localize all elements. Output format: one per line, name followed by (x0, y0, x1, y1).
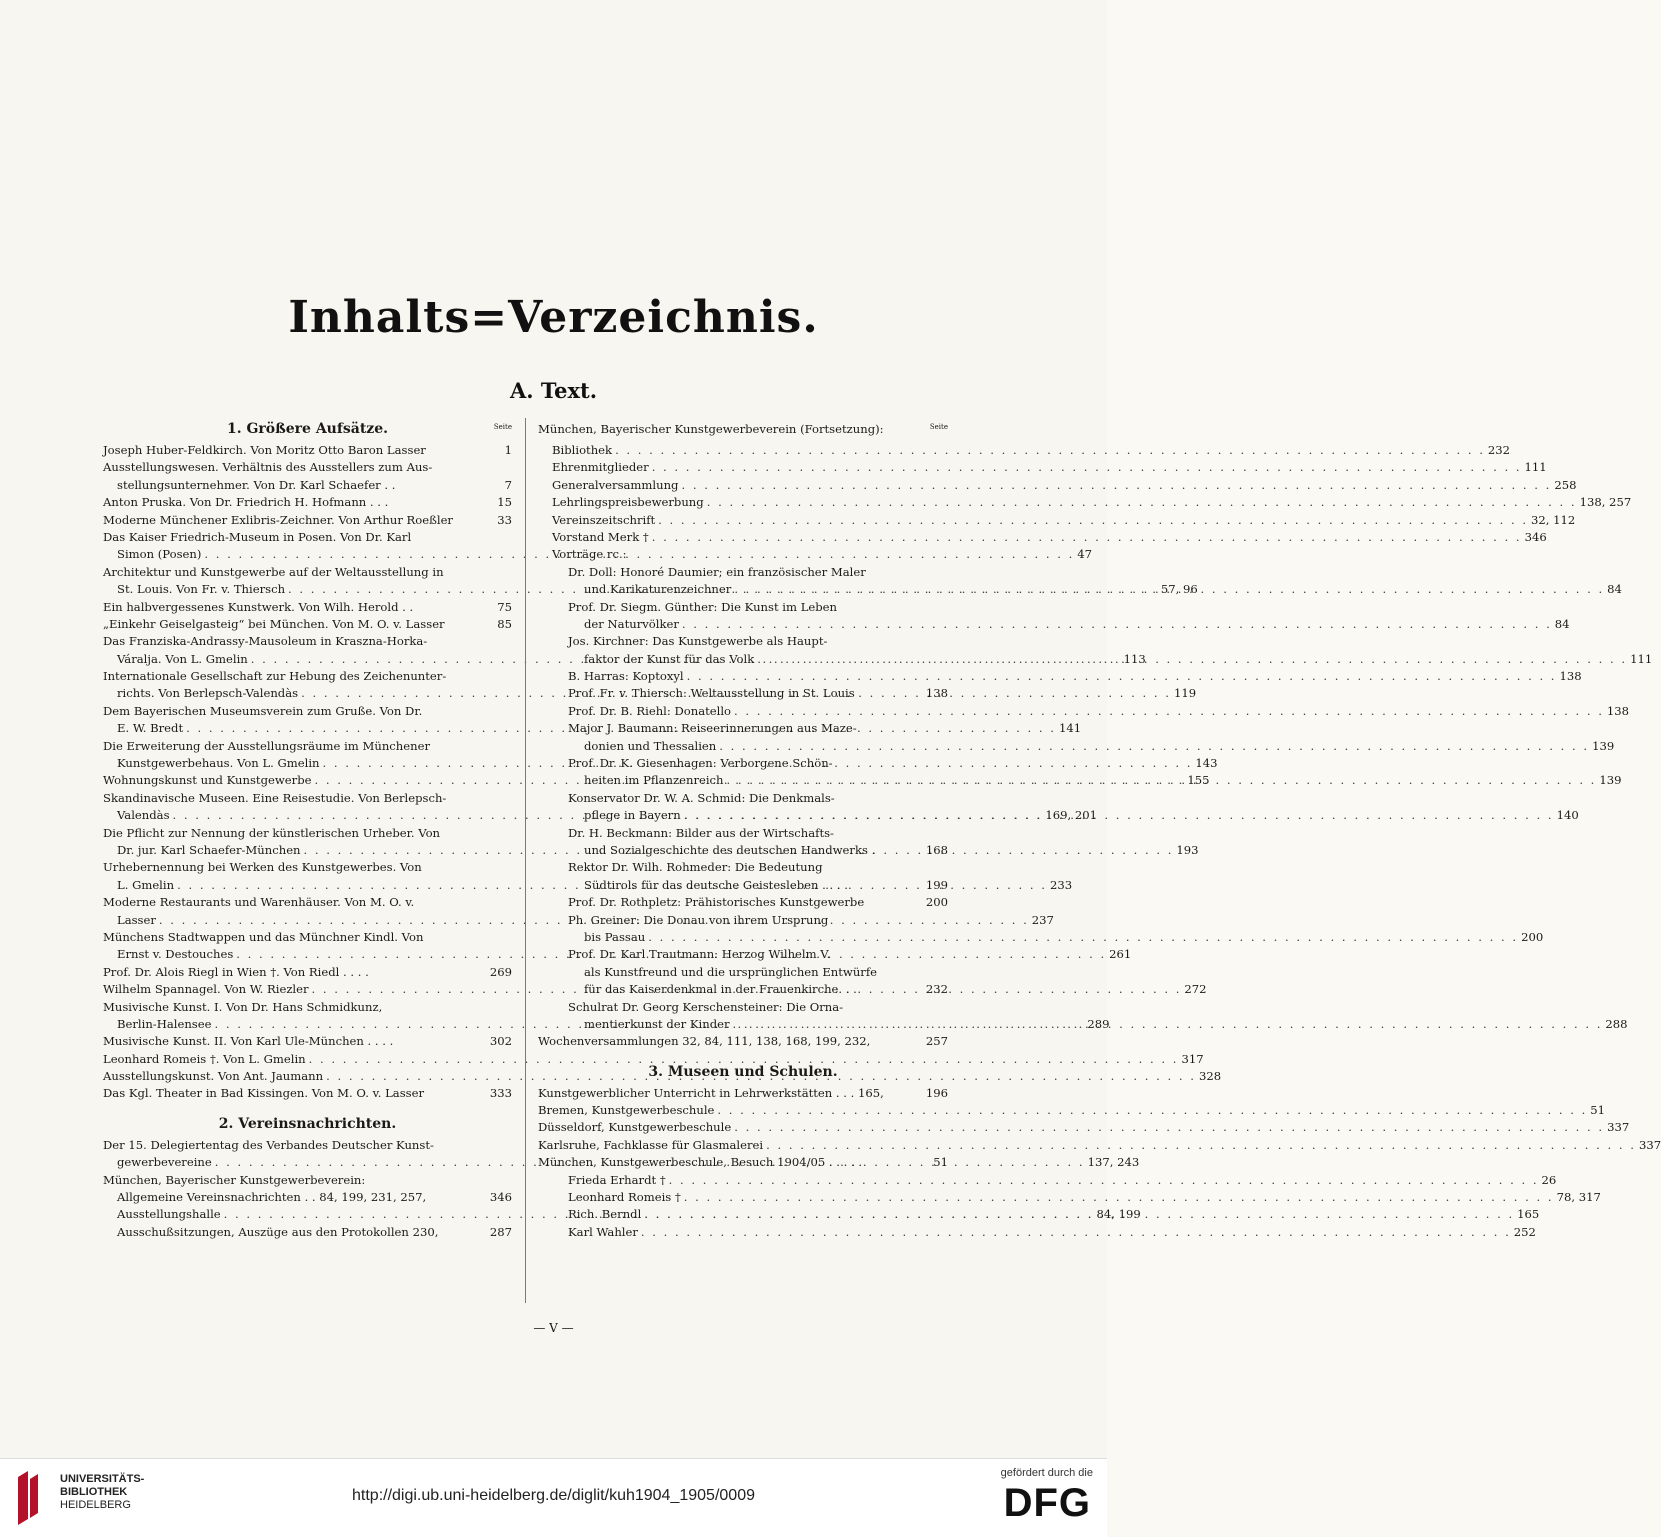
toc-entry-title: Major J. Baumann: Reiseerinnerungen aus Maze- (568, 721, 857, 736)
toc-entry-page: 51 (1590, 1103, 1606, 1118)
toc-entry (103, 564, 512, 581)
toc-entry-title: Das Franziska-Andrassy-Mausoleum in Kraszna-Horka- (103, 634, 428, 649)
toc-entry (103, 1051, 1204, 1068)
toc-entry-title: Vereinszeitschrift (552, 512, 656, 527)
toc-entry-title: mentierkunst der Kinder (584, 1016, 730, 1031)
toc-entry (538, 1137, 1661, 1154)
toc-entry (538, 685, 948, 702)
toc-entry-page: 33 (497, 512, 512, 527)
column-divider (525, 418, 526, 1303)
toc-entry-page: 113 (1123, 651, 1146, 666)
toc-entry-title: Ph. Greiner: Die Donau von ihrem Ursprung (568, 912, 829, 927)
toc-entry-page: 232 (925, 982, 948, 997)
toc-entry-title: Wilhelm Spannagel. Von W. Riezler (103, 982, 309, 997)
toc-entry (538, 633, 948, 650)
toc-entry-title: München, Kunstgewerbeschule, Besuch 1904/05 . . . . . (538, 1155, 863, 1170)
toc-entry-page: 140 (1556, 808, 1579, 823)
toc-entry-title: stellungsunternehmer. Von Dr. Karl Schaefer . . (117, 477, 396, 492)
toc-entry-page: 15 (497, 495, 512, 510)
toc-entry-title: Wohnungskunst und Kunstgewerbe (103, 773, 312, 788)
dot-leader (714, 1102, 1587, 1119)
dot-leader (716, 738, 1589, 755)
toc-entry-title: Der 15. Delegiertentag des Verbandes Deutscher Kunst- (103, 1137, 434, 1152)
toc-entry-title: Ehrenmitglieder (552, 460, 649, 475)
toc-entry-title: und Sozialgeschichte des deutschen Handwerks . (584, 842, 876, 857)
toc-entry (538, 720, 948, 737)
toc-entry (103, 894, 512, 911)
toc-entry (103, 599, 512, 616)
toc-entry (103, 825, 512, 842)
toc-entry-page: 143 (1195, 756, 1218, 771)
toc-entry (538, 1154, 948, 1171)
toc-entry (538, 790, 948, 807)
toc-entry-title: als Kunstfreund und die ursprünglichen Entwürfe (584, 964, 877, 979)
toc-entry-title: Urhebernennung bei Werken des Kunstgewerbes. Von (103, 860, 422, 875)
toc-entry (538, 1033, 948, 1050)
permalink-url[interactable]: http://digi.ub.uni-heidelberg.de/diglit/kuh1904_1905/0009 (352, 1487, 755, 1504)
toc-entry-title: Prof. Dr. Karl Trautmann: Herzog Wilhelm V. (568, 947, 831, 962)
toc-entry-title: Dr. Doll: Honoré Daumier; ein französischer Maler (568, 564, 866, 579)
toc-entry-title: Allgemeine Vereinsnachrichten . . 84, 199, 231, 257, (117, 1190, 427, 1205)
dot-leader (655, 512, 1528, 529)
toc-entry-page: 346 (1524, 529, 1547, 544)
toc-entry (538, 599, 948, 616)
toc-entry (538, 512, 1576, 529)
toc-entry-title: pflege in Bayern (584, 808, 681, 823)
toc-entry-title: St. Louis. Von Fr. v. Thiersch (117, 582, 286, 597)
page-folio: — V — (533, 1321, 574, 1335)
toc-entry-page: 261 (1109, 947, 1132, 962)
toc-entry-title: Bibliothek (552, 443, 613, 457)
toc-entry-page: 155 (1187, 773, 1210, 788)
toc-entry-title: Münchens Stadtwappen und das Münchner Kindl. Von (103, 929, 424, 944)
toc-entry-title: Ein halbvergessenes Kunstwerk. Von Wilh. Herold . . (103, 599, 414, 614)
toc-entry-page: 272 (1184, 982, 1207, 997)
toc-entry-title: Schulrat Dr. Georg Kerschensteiner: Die Orna- (568, 999, 844, 1014)
toc-entry-title: Internationale Gesellschaft zur Hebung des Zeichenunter- (103, 669, 447, 684)
toc-entry-title: Kunstgewerbehaus. Von L. Gmelin (117, 756, 320, 771)
dot-leader (649, 529, 1522, 546)
toc-entry (103, 512, 512, 529)
toc-entry-page: 289 (1087, 1016, 1110, 1031)
toc-entry-title: Vorstand Merk † (552, 529, 649, 544)
toc-entry-title: Prof. Fr. v. Thiersch: Weltausstellung in St. Louis (568, 686, 855, 701)
toc-entry (103, 790, 512, 807)
toc-entry (538, 477, 1577, 494)
toc-entry (538, 946, 948, 963)
toc-entry (103, 633, 512, 650)
toc-entry (103, 442, 512, 459)
toc-entry-title: Wochenversammlungen 32, 84, 111, 138, 168, 199, 232, (538, 1034, 871, 1049)
dot-leader (645, 929, 1518, 946)
toc-entry (538, 494, 1632, 511)
toc-entry-title: Musivische Kunst. II. Von Karl Ule-München . . . . (103, 1034, 394, 1049)
toc-entry-page: 78, 317 (1556, 1190, 1601, 1205)
subsection-heading-3: 3. Museen und Schulen. (648, 1063, 838, 1080)
toc-entry-title: Rich. Berndl (568, 1207, 642, 1222)
toc-entry (103, 616, 512, 633)
toc-entry (103, 1172, 512, 1189)
toc-entry-title: Leonhard Romeis †. Von L. Gmelin (103, 1051, 306, 1066)
toc-entry-title: Moderne Restaurants und Warenhäuser. Von M. O. v. (103, 895, 415, 910)
toc-entry-title: Ernst v. Destouches (117, 947, 234, 962)
toc-entry-page: 141 (1058, 721, 1082, 736)
toc-entry-page: 139 (1599, 773, 1622, 788)
toc-entry-title: Leonhard Romeis † (568, 1190, 681, 1205)
toc-entry-page: 75 (497, 599, 512, 614)
toc-entry-title: Prof. Dr. Siegm. Günther: Die Kunst im Leben (568, 599, 837, 614)
toc-entry-page: 85 (497, 616, 512, 631)
toc-entry (538, 1189, 1601, 1206)
toc-entry (538, 459, 1547, 476)
toc-entry-title: Frieda Erhardt † (568, 1172, 666, 1187)
toc-entry (538, 529, 1547, 546)
toc-entry-page: 233 (1049, 877, 1073, 892)
toc-entry-page: 84, 199 (1096, 1207, 1141, 1222)
dot-leader (684, 668, 1557, 685)
dot-leader (730, 1016, 1603, 1033)
toc-entry-page: 232 (1487, 443, 1511, 457)
toc-entry-page: 138 (1606, 703, 1630, 718)
toc-entry-title: Rektor Dr. Wilh. Rohmeder: Die Bedeutung (568, 860, 823, 875)
toc-entry-title: Joseph Huber-Feldkirch. Von Moritz Otto Baron Lasser (103, 443, 426, 457)
toc-entry-title: Das Kgl. Theater in Bad Kissingen. Von M. O. v. Lasser (103, 1086, 425, 1101)
toc-entry-page: 1 (504, 443, 512, 457)
toc-entry-title: Düsseldorf, Kunstgewerbeschule (538, 1120, 732, 1135)
toc-entry (538, 981, 948, 998)
toc-entry-title: Südtirols für das deutsche Geistesleben . . . . (584, 877, 848, 892)
toc-entry (538, 1224, 1536, 1241)
toc-entry (538, 825, 948, 842)
toc-entry (538, 1102, 1606, 1119)
toc-entry-title: Die Erweiterung der Ausstellungsräume im Münchener (103, 738, 430, 753)
toc-entry-page: 138 (925, 686, 948, 701)
toc-entry-title: heiten im Pflanzenreich (584, 773, 724, 788)
toc-entry-title: Váralja. Von L. Gmelin (117, 651, 248, 666)
subsection-heading-1 (103, 418, 512, 442)
toc-entry-title: Musivische Kunst. I. Von Dr. Hans Schmidkunz, (103, 999, 383, 1014)
toc-entry-page: 84 (1554, 616, 1570, 631)
toc-entry-title: Das Kaiser Friedrich-Museum in Posen. Von Dr. Karl (103, 529, 412, 544)
dot-leader (704, 494, 1577, 511)
dot-leader (754, 651, 1627, 668)
toc-entry-title: Dr. H. Beckmann: Bilder aus der Wirtschafts- (568, 825, 834, 840)
toc-entry-title: Moderne Münchener Exlibris-Zeichner. Von Arthur Roeßler (103, 512, 453, 527)
toc-entry-page: 328 (1198, 1069, 1222, 1084)
toc-entry-page: 119 (1173, 686, 1197, 701)
continuation-heading (538, 418, 948, 442)
toc-entry-title: L. Gmelin (117, 877, 175, 892)
toc-entry-page: 288 (1605, 1016, 1628, 1031)
toc-entry-title: Lehrlingspreisbewerbung (552, 495, 704, 510)
toc-entry-page: 257 (925, 1034, 948, 1049)
toc-entry-page: 200 (925, 895, 948, 910)
toc-entry-title: Generalversammlung (552, 477, 679, 492)
toc-entry (103, 703, 512, 720)
toc-entry-page: 139 (1592, 738, 1615, 753)
toc-entry-title: Prof. Dr. Alois Riegl in Wien †. Von Riedl . . . . (103, 964, 369, 979)
dot-leader (731, 703, 1604, 720)
toc-entry (103, 1189, 512, 1206)
toc-entry-title: für das Kaiserdenkmal in der Frauenkirche. . . (584, 982, 857, 997)
toc-entry-page: 200 (1521, 929, 1544, 944)
dfg-logo[interactable]: DFG (1003, 1481, 1091, 1525)
toc-entry-title: „Einkehr Geiselgasteig“ bei München. Von M. O. v. Lasser (103, 616, 445, 631)
dot-leader (678, 477, 1551, 494)
toc-entry-page: 26 (1541, 1172, 1557, 1187)
dot-leader (666, 1172, 1539, 1189)
dot-leader (612, 442, 1485, 459)
toc-entry-title: B. Harras: Koptoxyl (568, 669, 684, 684)
toc-entry-page: 337 (1638, 1137, 1661, 1152)
toc-entry-page: 84 (1607, 582, 1622, 597)
toc-entry (103, 1033, 512, 1050)
toc-entry-page: 302 (489, 1034, 512, 1049)
toc-entry-title: Anton Pruska. Von Dr. Friedrich H. Hofmann . . . (103, 495, 389, 510)
dot-leader (731, 1119, 1604, 1136)
toc-entry-page: 269 (489, 964, 512, 979)
toc-entry (103, 459, 512, 476)
dot-leader (681, 1189, 1554, 1206)
toc-entry (538, 842, 948, 859)
toc-entry-title: Valendàs (117, 808, 170, 823)
dot-leader (681, 807, 1554, 824)
toc-entry-title: Ausstellungskunst. Von Ant. Jaumann (103, 1069, 324, 1084)
toc-entry-page: 138, 257 (1579, 495, 1632, 510)
toc-entry (103, 964, 512, 981)
toc-entry-title: bis Passau (584, 929, 646, 944)
page-title: Inhalts=Verzeichnis. (288, 292, 819, 343)
toc-entry-page: 111 (1524, 460, 1547, 475)
toc-entry-title: Lasser (117, 912, 156, 927)
toc-entry (103, 1224, 512, 1241)
dot-leader (724, 772, 1597, 789)
toc-entry-title: Architektur und Kunstgewerbe auf der Weltausstellung in (103, 564, 444, 579)
toc-entry-page: 168 (925, 842, 948, 857)
toc-entry-page: 57, 96 (1160, 582, 1198, 597)
toc-entry (103, 529, 512, 546)
funding-caption: gefördert durch die (1000, 1467, 1093, 1479)
toc-entry-page: 237 (1031, 912, 1054, 927)
toc-entry-title: Kunstgewerblicher Unterricht in Lehrwerkstätten . . . 165, (538, 1085, 884, 1100)
toc-entry-title: Vorträge rc.: (552, 547, 627, 562)
toc-entry (103, 929, 512, 946)
subsection-heading-2: 2. Vereinsnachrichten. (218, 1115, 397, 1132)
toc-entry-page: 169, 201 (1045, 808, 1098, 823)
toc-entry (538, 442, 1511, 459)
toc-entry (103, 494, 512, 511)
toc-entry-title: Dem Bayerischen Museumsverein zum Gruße. Von Dr. (103, 703, 423, 718)
dot-leader (731, 581, 1604, 598)
toc-entry-page: 47 (1077, 547, 1093, 562)
toc-entry-title: der Naturvölker (584, 616, 679, 631)
toc-entry-page: 199 (925, 877, 948, 892)
footer-bar (0, 1458, 1107, 1537)
dot-leader (638, 1224, 1511, 1241)
toc-entry-page: 7 (504, 477, 512, 492)
library-name-line2: BIBLIOTHEK (60, 1486, 128, 1498)
toc-entry-title: faktor der Kunst für das Volk (584, 651, 755, 666)
toc-entry-page: 252 (1513, 1224, 1536, 1239)
toc-entry (103, 477, 512, 494)
toc-entry-title: Die Pflicht zur Nennung der künstlerischen Urheber. Von (103, 825, 441, 840)
toc-entry-page: 196 (925, 1085, 948, 1100)
toc-entry-title: Karl Wahler (568, 1224, 638, 1239)
toc-entry-page: 32, 112 (1531, 512, 1576, 527)
toc-entry (538, 1172, 1557, 1189)
toc-entry-title: Ausschußsitzungen, Auszüge aus den Protokollen 230, (117, 1224, 439, 1239)
toc-entry (103, 668, 512, 685)
toc-entry-title: Dr. jur. Karl Schaefer-München (117, 842, 301, 857)
toc-entry-title: richts. Von Berlepsch-Valendàs (117, 686, 299, 701)
dot-leader (641, 1206, 1514, 1223)
toc-entry (538, 738, 1615, 755)
toc-entry (538, 564, 948, 581)
toc-entry (103, 1137, 512, 1154)
toc-entry-title: Prof. Dr. K. Giesenhagen: Verborgene Schön- (568, 756, 833, 771)
section-heading-a: A. Text. (509, 378, 598, 403)
toc-entry (538, 999, 948, 1016)
toc-entry-title: Jos. Kirchner: Das Kunstgewerbe als Haupt- (568, 634, 828, 649)
toc-entry-title: Prof. Dr. Rothpletz: Prähistorisches Kunstgewerbe (568, 895, 865, 910)
toc-entry-title: Ausstellungswesen. Verhältnis des Ausstellers zum Aus- (103, 460, 433, 475)
toc-entry (103, 738, 512, 755)
toc-entry-page: 137, 243 (1087, 1155, 1140, 1170)
toc-entry (538, 546, 948, 563)
toc-entry (538, 912, 948, 929)
toc-entry (538, 668, 1582, 685)
toc-entry-title: Prof. Dr. B. Riehl: Donatello (568, 703, 732, 718)
toc-entry (538, 859, 948, 876)
toc-entry (103, 859, 512, 876)
toc-entry-title: Konservator Dr. W. A. Schmid: Die Denkmals- (568, 790, 835, 805)
toc-entry-title: E. W. Bredt (117, 721, 184, 736)
toc-entry (538, 929, 1544, 946)
dot-leader (763, 1137, 1636, 1154)
page-column-label-right: Seite (929, 423, 948, 431)
toc-entry (538, 703, 1630, 720)
toc-entry (538, 616, 1570, 633)
toc-entry (538, 1119, 1630, 1136)
toc-entry-title: Berlin-Halensee (117, 1016, 212, 1031)
toc-entry (538, 755, 948, 772)
toc-entry-page: 258 (1554, 477, 1577, 492)
toc-entry-page: 111 (1630, 651, 1653, 666)
toc-entry-page: 317 (1181, 1051, 1204, 1066)
toc-entry-title: Bremen, Kunstgewerbeschule (538, 1103, 715, 1118)
toc-entry-page: 346 (489, 1190, 512, 1205)
toc-entry-title: Simon (Posen) (117, 547, 202, 562)
subsection-heading-1-label: 1. Größere Aufsätze. (226, 421, 389, 437)
toc-entry (103, 1085, 512, 1102)
toc-entry-page: 51 (933, 1155, 948, 1170)
toc-entry (538, 877, 948, 894)
toc-entry-title: München, Bayerischer Kunstgewerbeverein: (103, 1172, 366, 1187)
toc-entry-page: 193 (1176, 842, 1199, 857)
toc-entry-page: 165 (1517, 1207, 1540, 1222)
toc-entry-title: Ausstellungshalle (117, 1207, 221, 1222)
continuation-heading-label: München, Bayerischer Kunstgewerbeverein (Fortsetzung): (538, 422, 884, 436)
toc-entry (538, 894, 948, 911)
dot-leader (679, 616, 1552, 633)
toc-entry (103, 999, 512, 1016)
toc-entry (538, 1085, 948, 1102)
library-name-line3: HEIDELBERG (60, 1499, 131, 1511)
library-name-line1: UNIVERSITÄTS- (60, 1473, 145, 1485)
toc-entry-title: und Karikaturenzeichner (584, 582, 732, 597)
toc-entry-title: donien und Thessalien (584, 738, 717, 753)
toc-entry-page: 337 (1607, 1120, 1630, 1135)
toc-entry-title: gewerbevereine (117, 1155, 212, 1170)
toc-entry-page: 287 (489, 1224, 512, 1239)
dot-leader (649, 459, 1522, 476)
toc-entry-page: 333 (489, 1086, 512, 1101)
page-column-label: Seite (493, 423, 512, 431)
toc-entry-title: Karlsruhe, Fachklasse für Glasmalerei (538, 1137, 764, 1152)
toc-entry-title: Skandinavische Museen. Eine Reisestudie. Von Berlepsch- (103, 790, 447, 805)
toc-entry (538, 964, 948, 981)
toc-entry-page: 138 (1559, 669, 1582, 684)
